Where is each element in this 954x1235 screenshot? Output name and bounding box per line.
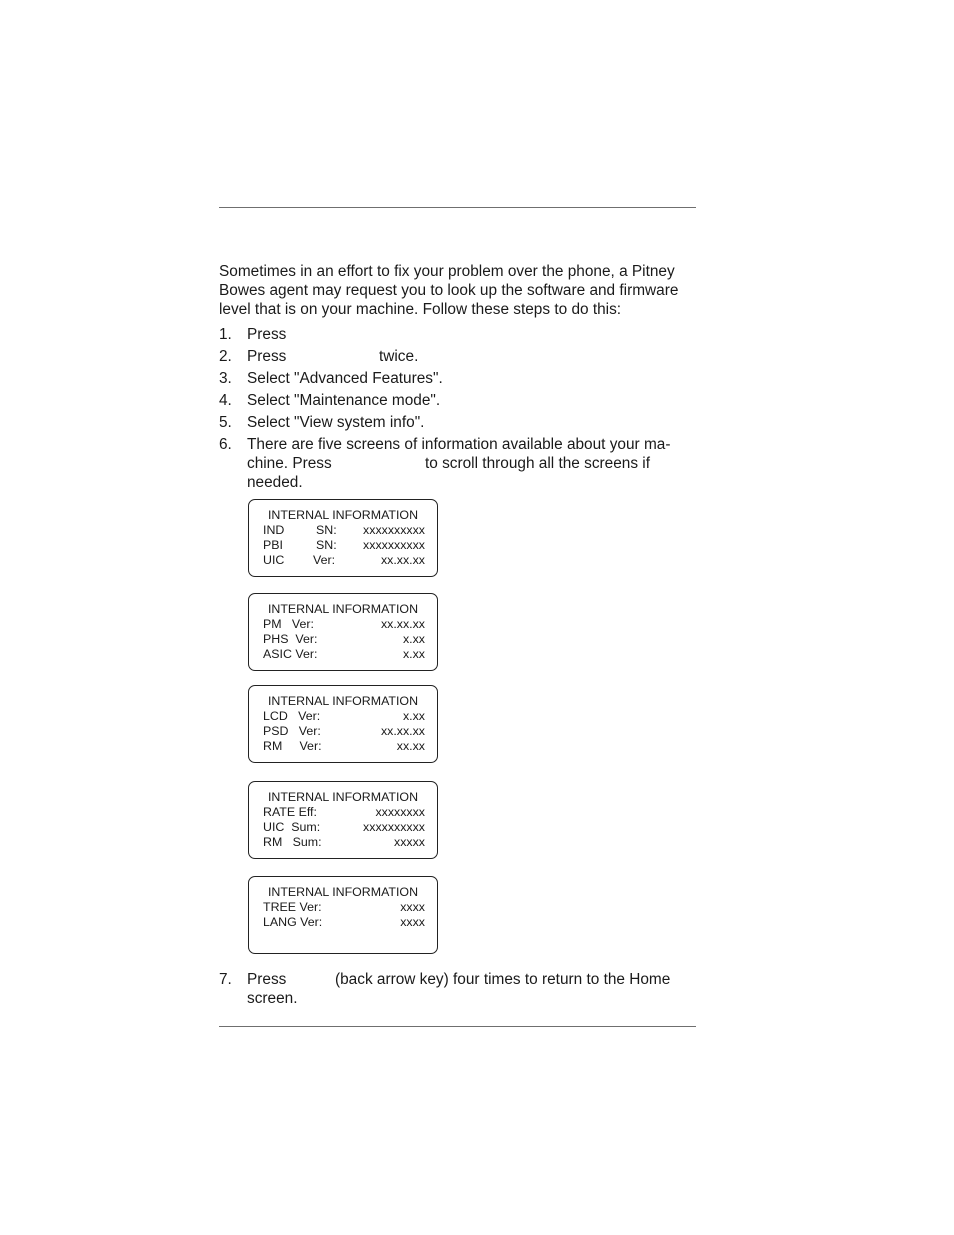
lcd-label: RATE Eff: xyxy=(263,805,317,819)
intro-paragraph xyxy=(219,262,699,319)
step-number: 1. xyxy=(219,326,232,343)
lcd-value: xxxx xyxy=(400,915,425,929)
lcd-row xyxy=(263,835,425,850)
step-text-after: (back arrow key) four times to return to the Home xyxy=(335,971,671,988)
lcd-label: PM Ver: xyxy=(263,617,314,631)
lcd-screen-2 xyxy=(248,593,438,671)
lcd-value: xx.xx.xx xyxy=(380,724,425,738)
lcd-title: INTERNAL INFORMATION xyxy=(267,790,419,804)
lcd-title: INTERNAL INFORMATION xyxy=(267,602,419,616)
step-text-before: chine. Press xyxy=(247,455,332,472)
step-text: Select "Advanced Features". xyxy=(247,370,443,387)
step-text: Select "Maintenance mode". xyxy=(247,392,441,409)
step-number: 3. xyxy=(219,370,232,387)
bottom-rule xyxy=(219,1026,696,1027)
step-text xyxy=(247,347,697,366)
lcd-title: INTERNAL INFORMATION xyxy=(267,885,419,899)
lcd-row xyxy=(263,632,425,647)
lcd-value: x.xx xyxy=(402,709,425,723)
lcd-label: PBI xyxy=(263,538,283,552)
step-text-before: Press xyxy=(247,348,287,365)
lcd-label: ASIC Ver: xyxy=(263,647,318,661)
lcd-row xyxy=(263,900,425,915)
lcd-label: PSD Ver: xyxy=(263,724,321,738)
step-line: needed. xyxy=(247,474,303,491)
lcd-row xyxy=(263,820,425,835)
step-line: There are five screens of information available about your ma- xyxy=(247,436,671,453)
lcd-row xyxy=(263,709,425,724)
lcd-label: RM Ver: xyxy=(263,739,322,753)
lcd-row xyxy=(263,647,425,662)
step-text: Select "View system info". xyxy=(247,414,425,431)
step-number: 6. xyxy=(219,436,232,453)
step-text xyxy=(247,435,697,492)
lcd-row xyxy=(263,805,425,820)
lcd-title: INTERNAL INFORMATION xyxy=(267,694,419,708)
step-number: 5. xyxy=(219,414,232,431)
intro-line: Bowes agent may request you to look up the software and firmware xyxy=(219,282,679,299)
lcd-label: LANG Ver: xyxy=(263,915,323,929)
step-number: 2. xyxy=(219,348,232,365)
lcd-value: x.xx xyxy=(402,632,425,646)
lcd-label: LCD Ver: xyxy=(263,709,321,723)
step-text xyxy=(247,970,697,1008)
lcd-value: xxxx xyxy=(400,900,425,914)
lcd-row xyxy=(263,523,425,538)
lcd-label: Ver: xyxy=(313,553,336,567)
lcd-label: TREE Ver: xyxy=(263,900,322,914)
lcd-title: INTERNAL INFORMATION xyxy=(267,508,419,522)
lcd-label: PHS Ver: xyxy=(263,632,318,646)
lcd-label: IND xyxy=(263,523,285,537)
step-number: 7. xyxy=(219,971,232,988)
lcd-value: xxxxxxxxxx xyxy=(363,538,425,552)
lcd-row xyxy=(263,538,425,553)
lcd-row xyxy=(263,553,425,568)
lcd-label: SN: xyxy=(316,538,337,552)
intro-line: Sometimes in an effort to fix your problem over the phone, a Pitney xyxy=(219,263,675,280)
step-line: screen. xyxy=(247,990,298,1007)
lcd-value: xx.xx xyxy=(396,739,425,753)
lcd-row xyxy=(263,617,425,632)
step-text-before: Press xyxy=(247,326,287,343)
step-text-after: to scroll through all the screens if xyxy=(425,455,650,472)
intro-line: level that is on your machine. Follow these steps to do this: xyxy=(219,301,622,318)
step-text xyxy=(247,325,697,344)
lcd-value: xxxxxxxxxx xyxy=(363,820,425,834)
lcd-screen-4 xyxy=(248,781,438,859)
top-rule xyxy=(219,207,696,208)
step-text-after: twice. xyxy=(379,348,419,365)
lcd-value: xx.xx.xx xyxy=(380,553,425,567)
lcd-row xyxy=(263,739,425,754)
lcd-value: xxxxx xyxy=(394,835,425,849)
lcd-row xyxy=(263,915,425,930)
lcd-screen-5 xyxy=(248,876,438,954)
lcd-label: SN: xyxy=(316,523,337,537)
lcd-label: UIC Sum: xyxy=(263,820,321,834)
lcd-label: RM Sum: xyxy=(263,835,322,849)
step-text-before: Press xyxy=(247,971,287,988)
lcd-label: UIC xyxy=(263,553,285,567)
lcd-value: xx.xx.xx xyxy=(380,617,425,631)
lcd-value: xxxxxxxxxx xyxy=(363,523,425,537)
lcd-row xyxy=(263,724,425,739)
lcd-screen-3 xyxy=(248,685,438,763)
lcd-screen-1 xyxy=(248,499,438,577)
lcd-value: xxxxxxxx xyxy=(375,805,425,819)
lcd-value: x.xx xyxy=(402,647,425,661)
step-number: 4. xyxy=(219,392,232,409)
